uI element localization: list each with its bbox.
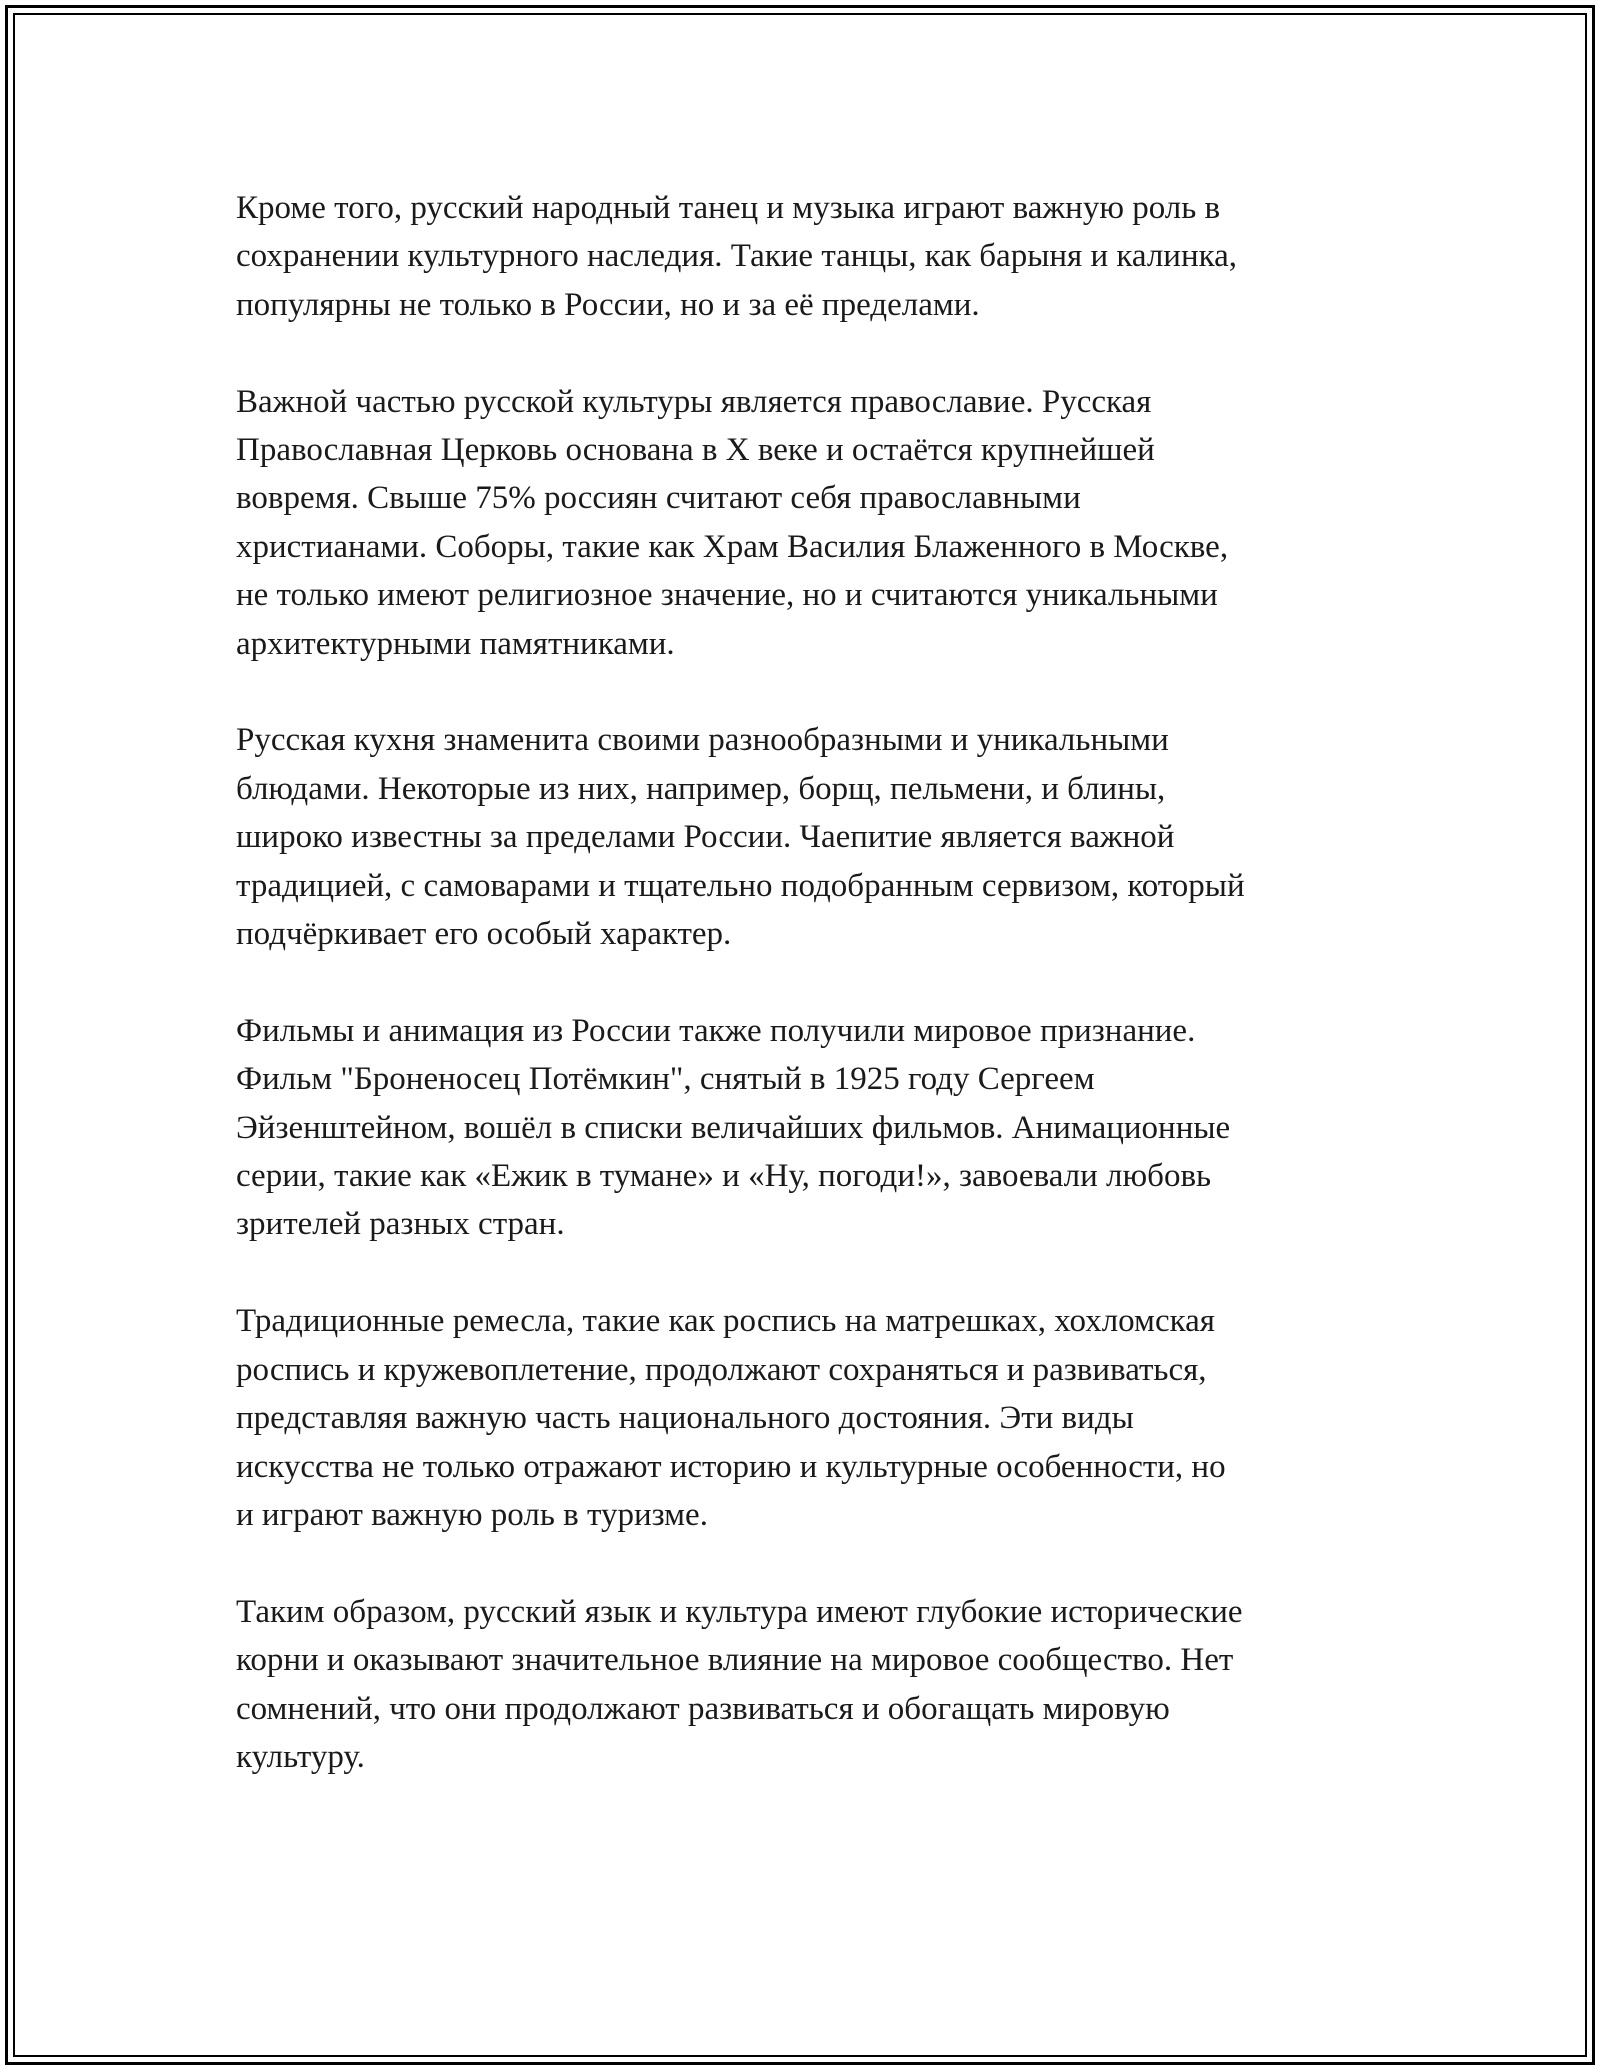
paragraph-orthodoxy: Важной частью русской культуры является православие. Русская Православная Церковь основана в X веке и остаётся крупнейшей вовремя. Свыше 75% россиян считают себя православными христианами. Соборы, такие как Храм Василия Блаженного в Москве, не только имеют религиозное значение, но и считаются уникальными архитектурными памятниками. [236, 383, 1229, 662]
paragraph-crafts: Традиционные ремесла, такие как роспись на матрешках, хохломская роспись и кружевоплетение, продолжают сохраняться и развиваться, представляя важную часть национального достояния. Эти виды искусства не только отражают историю и культурные особенности, но и играют важную роль в туризме. [236, 1303, 1226, 1533]
document-body [236, 184, 1376, 1830]
paragraph-cuisine: Русская кухня знаменита своими разнообразными и уникальными блюдами. Некоторые из них, например, борщ, пельмени, и блины, широко известны за пределами России. Чаепитие является важной традицией, с самоварами и тщательно подобранным сервизом, который подчёркивает его особый характер. [236, 722, 1245, 953]
paragraph-conclusion: Таким образом, русский язык и культура имеют глубокие исторические корни и оказывают значительное влияние на мировое сообщество. Нет сомнений, что они продолжают развиваться и обогащать мировую культуру. [236, 1593, 1243, 1775]
paragraph-folk-dance-music: Кроме того, русский народный танец и музыка играют важную роль в сохранении культурного наследия. Такие танцы, как барыня и калинка, популярны не только в России, но и за её пределами. [236, 190, 1238, 323]
paragraph-film-animation: Фильмы и анимация из России также получили мировое признание. Фильм "Броненосец Потёмкин", снятый в 1925 году Сергеем Эйзенштейном, вошёл в списки величайших фильмов. Анимационные серии, такие как «Ежик в тумане» и «Ну, погоди!», завоевали любовь зрителей разных стран. [236, 1012, 1231, 1243]
